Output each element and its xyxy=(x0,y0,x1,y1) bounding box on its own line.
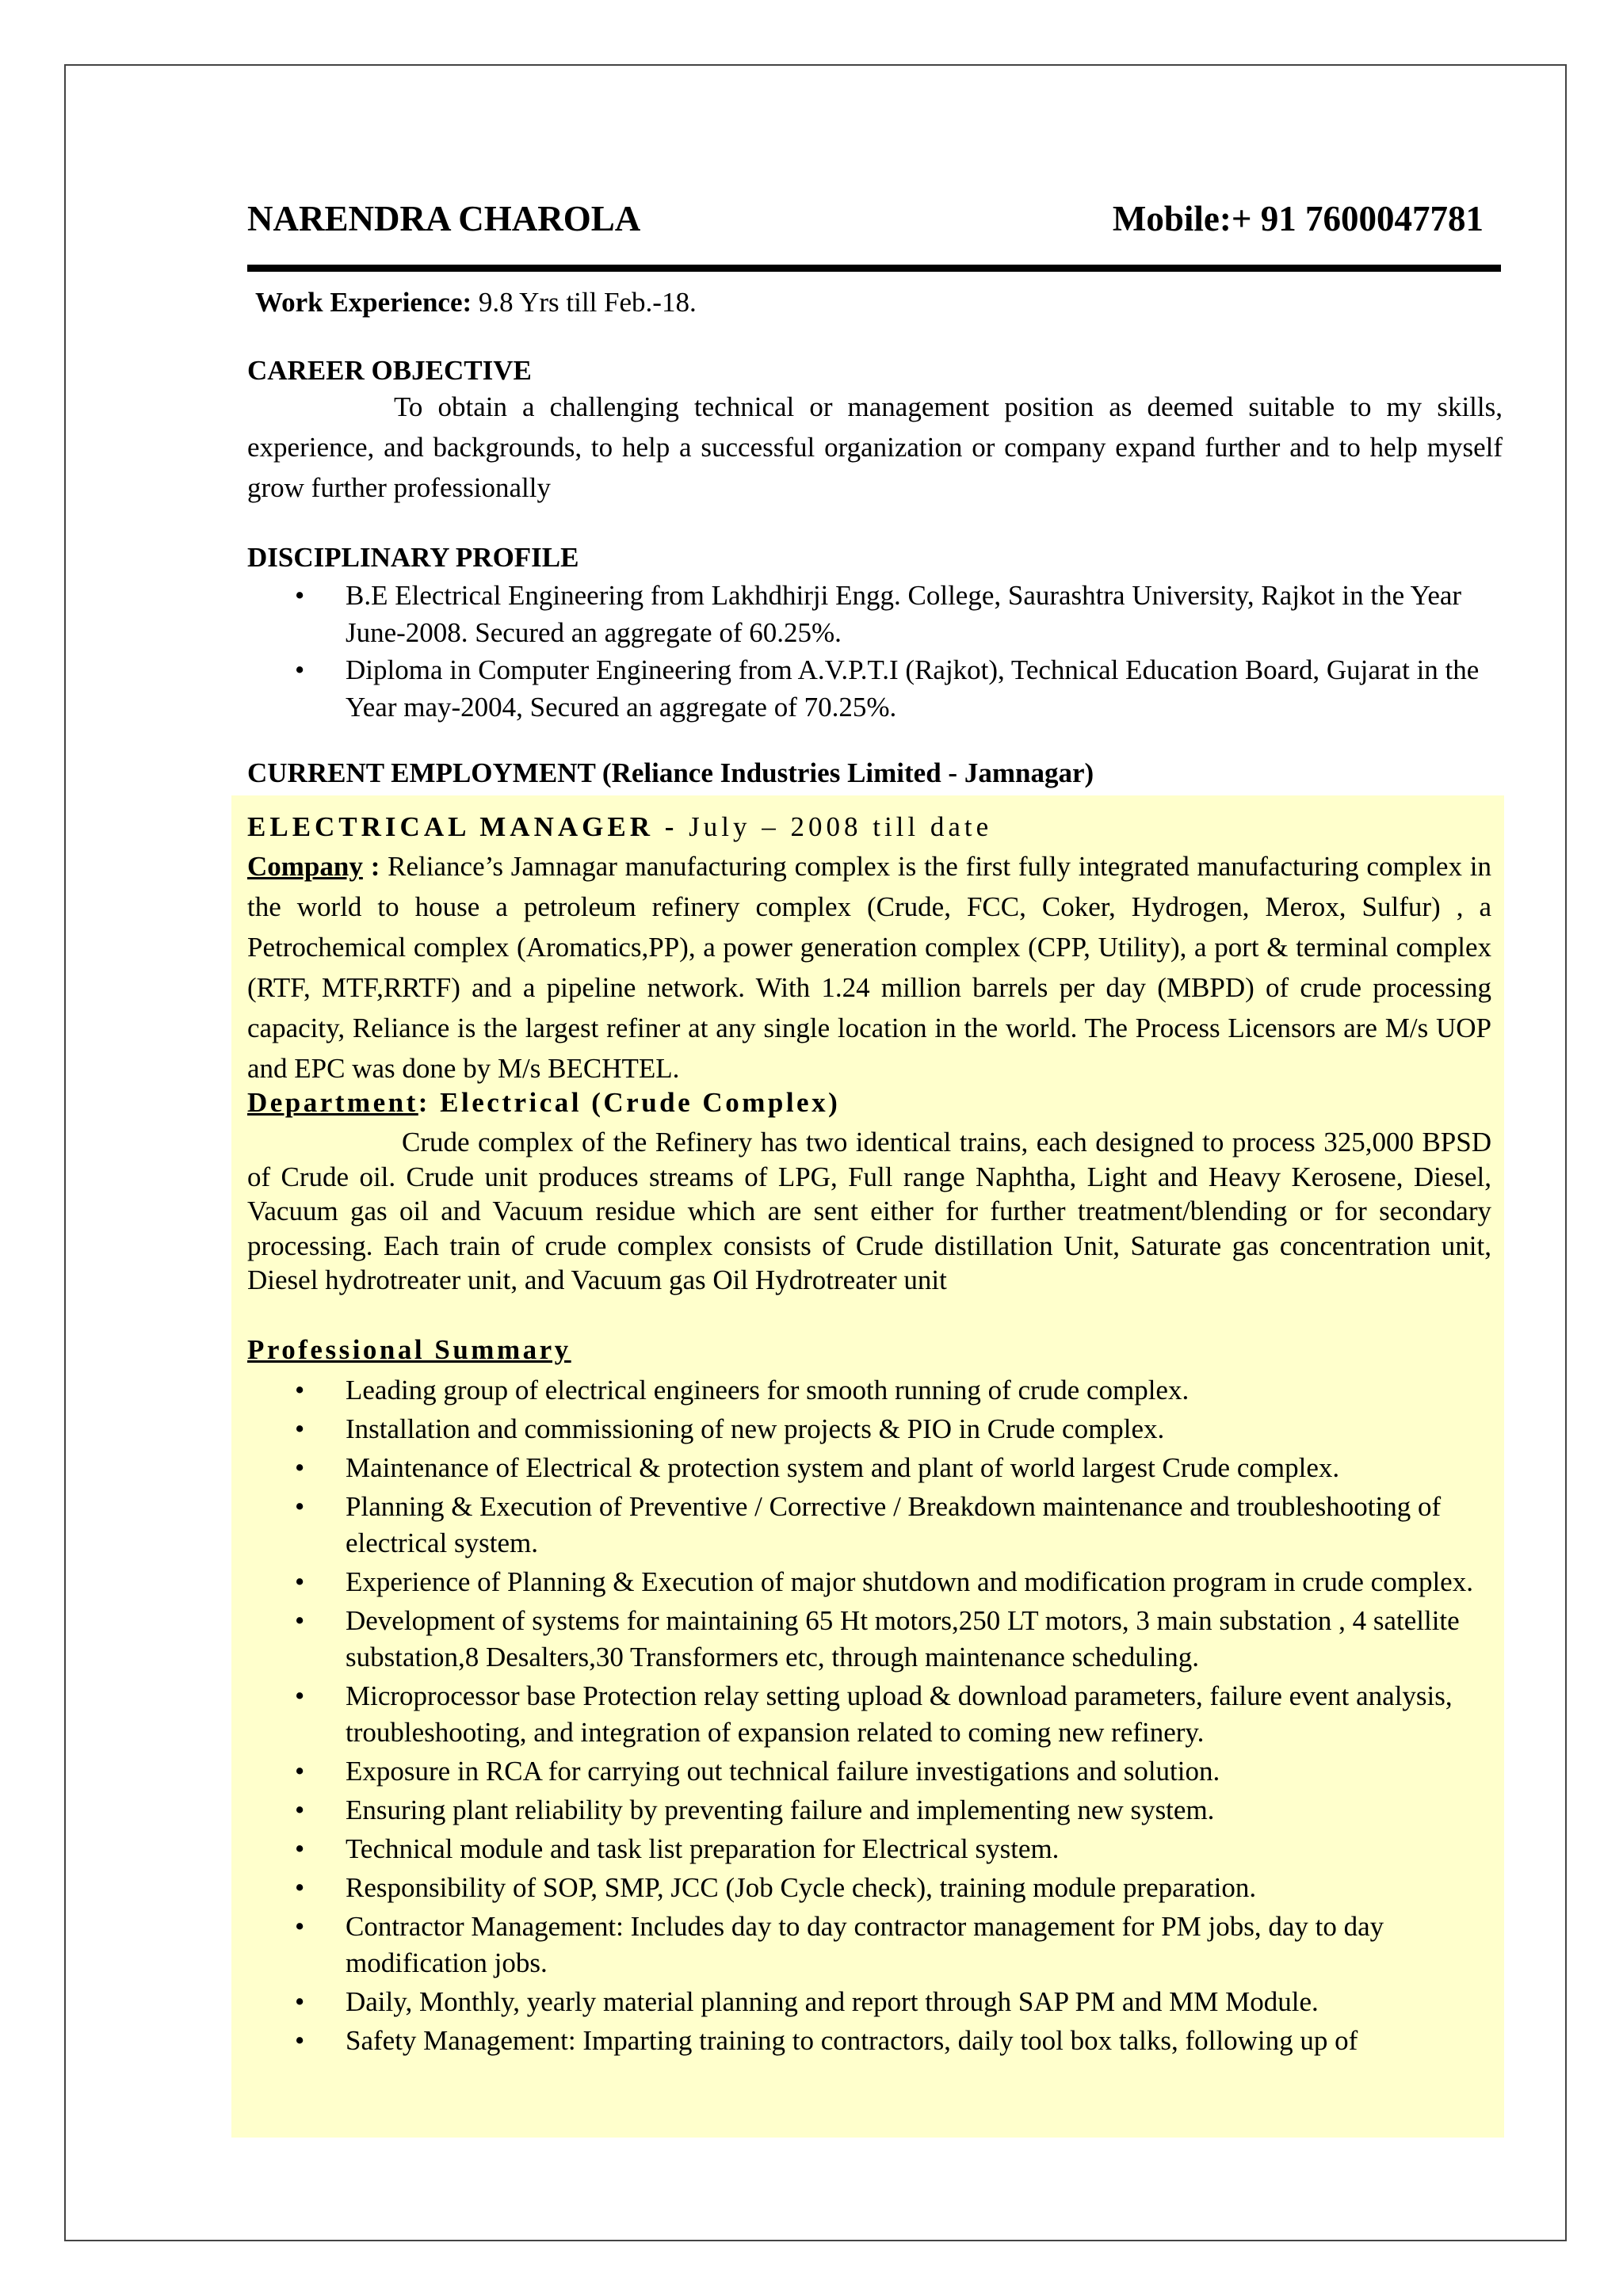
work-experience-value: 9.8 Yrs till Feb.-18. xyxy=(472,287,697,318)
career-objective-body: To obtain a challenging technical or management position as deemed suitable to my skills, experience, and backgrounds, to help a successful organization or company expand further and to help myself grow further professionally xyxy=(247,391,1503,503)
list-item: • Diploma in Computer Engineering from A.V.P.T.I (Rajkot), Technical Education Board, Gujarat in the Year may-2004, Secured an aggregate of 70.25%. xyxy=(247,651,1503,726)
work-experience-label: Work Experience: xyxy=(255,287,472,318)
list-item: • Maintenance of Electrical & protection system and plant of world largest Crude complex. xyxy=(247,1450,1491,1486)
mobile-number: Mobile:+ 91 7600047781 xyxy=(1112,199,1484,238)
company-description xyxy=(247,846,1491,1089)
current-employment-title: CURRENT EMPLOYMENT (Reliance Industries Limited - Jamnagar) xyxy=(247,757,1094,788)
disciplinary-profile-title: DISCIPLINARY PROFILE xyxy=(247,542,579,573)
company-label: Company xyxy=(247,851,363,882)
professional-summary-title: Professional Summary xyxy=(247,1334,571,1365)
department-description xyxy=(247,1125,1491,1298)
career-objective-title: CAREER OBJECTIVE xyxy=(247,355,532,386)
list-item: • Daily, Monthly, yearly material planning and report through SAP PM and MM Module. xyxy=(247,1984,1491,2020)
department-value: : Electrical (Crude Complex) xyxy=(418,1087,841,1118)
role-line xyxy=(247,811,992,843)
list-item: • Ensuring plant reliability by preventing failure and implementing new system. xyxy=(247,1792,1491,1829)
department-label: Department xyxy=(247,1087,418,1118)
candidate-name: NARENDRA CHAROLA xyxy=(247,199,641,238)
list-item: • Experience of Planning & Execution of major shutdown and modification program in crude complex. xyxy=(247,1564,1491,1600)
list-item: • Microprocessor base Protection relay setting upload & download parameters, failure event analysis, troubleshooting, and integration of expansion related to coming new refinery. xyxy=(247,1678,1491,1751)
list-item: • Technical module and task list preparation for Electrical system. xyxy=(247,1831,1491,1867)
company-text: Reliance’s Jamnagar manufacturing complex is the first fully integrated manufacturing complex in the world to house a petroleum refinery complex (Crude, FCC, Coker, Hydrogen, Merox, Sulfur) , a Petrochemical complex (Aromatics,PP), a power generation complex (CPP, Utility), a port & terminal complex (RTF, MTF,RRTF) and a pipeline network. With 1.24 million barrels per day (MBPD) of crude processing capacity, Reliance is the largest refiner at any single location in the world. The Process Licensors are M/s UOP and EPC was done by M/s BECHTEL. xyxy=(247,851,1491,1084)
list-item: • Contractor Management: Includes day to day contractor management for PM jobs, day to day modification jobs. xyxy=(247,1909,1491,1981)
list-item: • Responsibility of SOP, SMP, JCC (Job Cycle check), training module preparation. xyxy=(247,1870,1491,1906)
role-period: July – 2008 till date xyxy=(689,811,993,842)
list-item: • B.E Electrical Engineering from Lakhdhirji Engg. College, Saurashtra University, Rajkot in the Year June-2008. Secured an aggregate of 60.25%. xyxy=(247,577,1503,651)
list-item: • Exposure in RCA for carrying out technical failure investigations and solution. xyxy=(247,1753,1491,1790)
header-rule xyxy=(247,265,1501,272)
career-objective-text xyxy=(247,387,1503,508)
disciplinary-profile-list xyxy=(247,577,1503,726)
list-item: • Leading group of electrical engineers for smooth running of crude complex. xyxy=(247,1372,1491,1409)
role-title: ELECTRICAL MANAGER - xyxy=(247,811,689,842)
professional-summary-list xyxy=(247,1372,1491,2061)
department-line xyxy=(247,1087,840,1119)
work-experience xyxy=(255,287,697,318)
resume-header xyxy=(247,198,1484,246)
list-item: • Development of systems for maintaining 65 Ht motors,250 LT motors, 3 main substation , 4 satellite substation,8 Desalters,30 Transformers etc, through maintenance scheduling. xyxy=(247,1603,1491,1676)
department-text: Crude complex of the Refinery has two identical trains, each designed to process 325,000 BPSD of Crude oil. Crude unit produces streams of LPG, Full range Naphtha, Light and Heavy Kerosene, Diesel, Vacuum gas oil and Vacuum residue which are sent either for further treatment/blending or for secondary processing. Each train of crude complex consists of Crude distillation Unit, Saturate gas concentration unit, Diesel hydrotreater unit, and Vacuum gas Oil Hydrotreater unit xyxy=(247,1127,1491,1295)
list-item: • Installation and commissioning of new projects & PIO in Crude complex. xyxy=(247,1411,1491,1447)
list-item: • Planning & Execution of Preventive / Corrective / Breakdown maintenance and troubleshooting of electrical system. xyxy=(247,1489,1491,1562)
list-item: • Safety Management: Imparting training to contractors, daily tool box talks, following up of xyxy=(247,2023,1491,2059)
company-separator: : xyxy=(362,851,388,882)
